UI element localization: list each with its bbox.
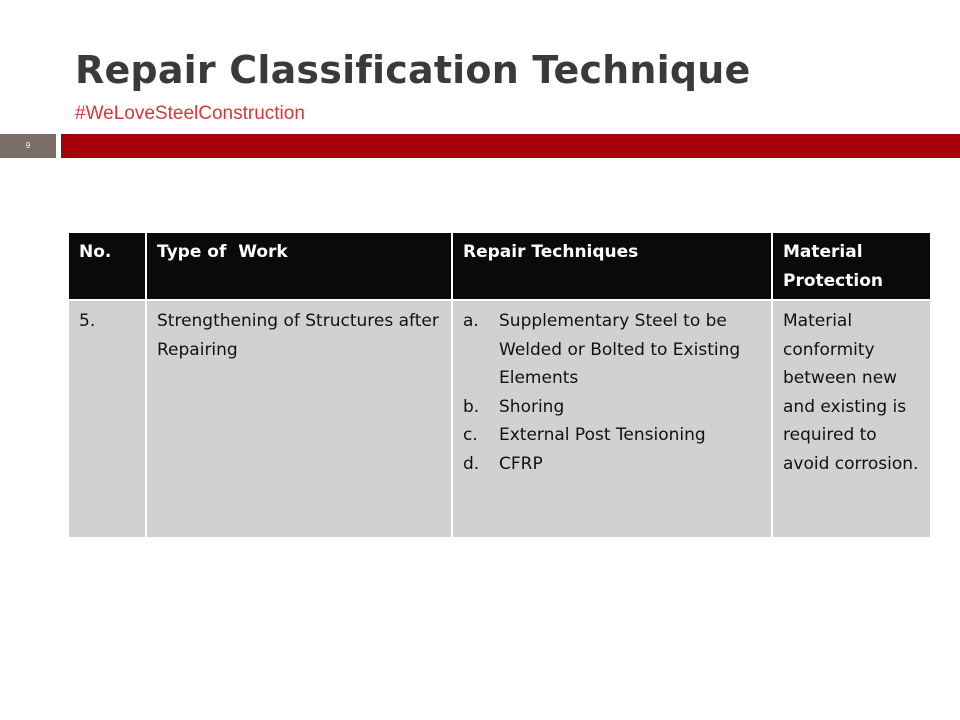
slide-subtitle: #WeLoveSteelConstruction [75,103,305,124]
table-row [68,300,931,538]
list-item-text: Supplementary Steel to be Welded or Bolted to Existing Elements [499,311,741,388]
cell-no: 5. [68,300,146,538]
list-marker: a. [463,311,479,331]
header-type-of-work: Type of Work [146,232,452,300]
list-item [463,421,761,450]
header-no: No. [68,232,146,300]
list-item-text: CFRP [499,453,543,474]
header-material-protection: Material Protection [772,232,931,300]
repair-table [67,231,932,539]
list-item [463,450,761,479]
list-item-text: Shoring [499,396,565,417]
slide-number: 9 [0,134,56,158]
list-marker: d. [463,453,480,474]
header-repair-techniques: Repair Techniques [452,232,772,300]
list-marker: c. [463,425,478,445]
list-item [463,393,761,422]
accent-bar [61,134,960,158]
cell-material-protection: Material conformity between new and existing is required to avoid corrosion. [772,300,931,538]
table-header-row [68,232,931,300]
list-marker: b. [463,396,480,417]
techniques-list [463,307,761,478]
list-item [463,307,761,393]
slide-title: Repair Classification Technique [75,48,751,92]
cell-type-of-work: Strengthening of Structures after Repairing [146,300,452,538]
list-item-text: External Post Tensioning [499,425,706,445]
cell-repair-techniques [452,300,772,538]
